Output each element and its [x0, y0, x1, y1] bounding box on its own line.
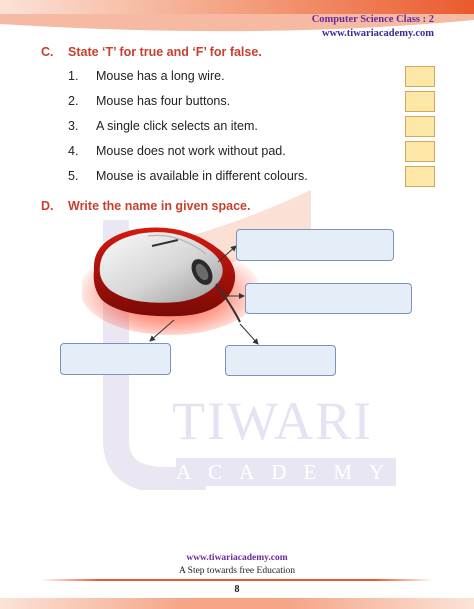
label-box-bottom-center[interactable] — [225, 345, 336, 376]
question-3-number: 3. — [68, 119, 79, 133]
footer-tagline: A Step towards free Education — [178, 566, 296, 576]
question-4-text: Mouse does not work without pad. — [96, 144, 286, 158]
section-d-letter: D. — [41, 199, 54, 213]
question-4-number: 4. — [68, 144, 79, 158]
section-c-instruction: State ‘T’ for true and ‘F’ for false. — [68, 45, 262, 59]
question-2-number: 2. — [68, 94, 79, 108]
footer-divider — [40, 579, 434, 581]
question-2-text: Mouse has four buttons. — [96, 94, 231, 108]
bottom-banner — [0, 598, 474, 609]
header-website: www.tiwariacademy.com — [322, 28, 434, 39]
footer-website: www.tiwariacademy.com — [186, 553, 288, 563]
watermark-tiwari: TIWARI — [172, 391, 373, 451]
question-1-text: Mouse has a long wire. — [96, 69, 225, 83]
page-number: 8 — [234, 584, 240, 595]
question-5-number: 5. — [68, 169, 79, 183]
question-5-text: Mouse is available in different colours. — [96, 169, 308, 183]
class-label: Computer Science Class : 2 — [311, 14, 434, 25]
label-box-top-right[interactable] — [236, 229, 394, 261]
label-box-middle-right[interactable] — [245, 283, 412, 314]
section-d-instruction: Write the name in given space. — [68, 199, 251, 213]
watermark-academy: ACADEMY — [176, 460, 402, 484]
question-3-text: A single click selects an item. — [96, 119, 258, 133]
question-1-number: 1. — [68, 69, 79, 83]
label-box-bottom-left[interactable] — [60, 343, 171, 375]
section-c-letter: C. — [41, 45, 54, 59]
